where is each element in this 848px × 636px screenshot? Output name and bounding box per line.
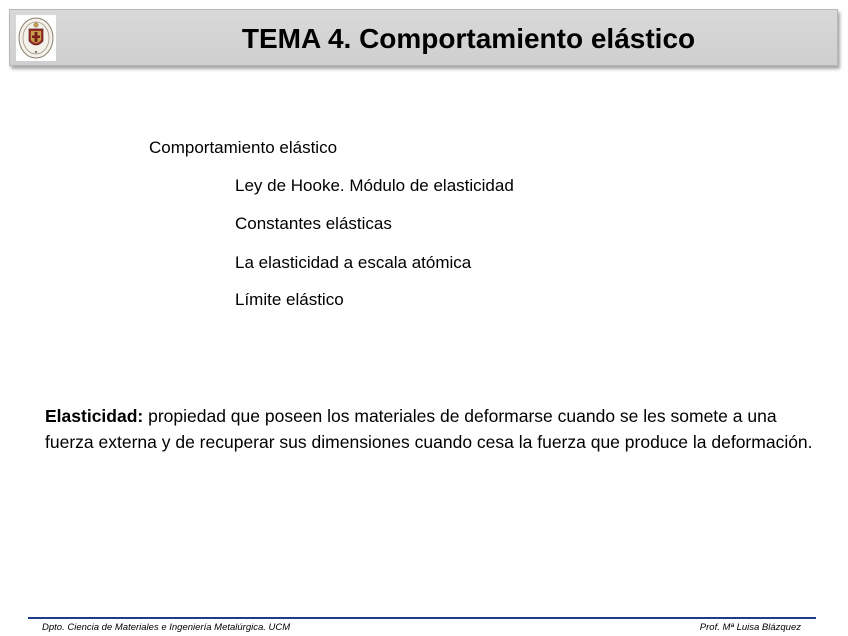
outline-heading: Comportamiento elástico [149,138,338,157]
title-bar [9,9,838,66]
slide-title: TEMA 4. Comportamiento elástico [241,23,696,54]
definition-term: Elasticidad: [45,406,144,426]
footer-author: Prof. Mª Luisa Blázquez [699,622,801,633]
definition-text: propiedad que poseen los materiales de deformarse cuando se les somete a una fuerza externa y de recuperar sus dimensiones cuando cesa la fuerza que produce la deformación. [45,406,813,452]
footer-divider [28,617,816,619]
university-seal-icon [16,15,56,61]
outline-item-constants: Constantes elásticas [235,214,392,233]
elasticity-definition [45,403,815,455]
outline-item-limit: Límite elástico [235,290,344,309]
outline-item-hooke: Ley de Hooke. Módulo de elasticidad [235,176,514,195]
footer-department: Dpto. Ciencia de Materiales e Ingeniería Metalúrgica. UCM [42,622,291,633]
outline-item-atomic: La elasticidad a escala atómica [235,253,472,272]
